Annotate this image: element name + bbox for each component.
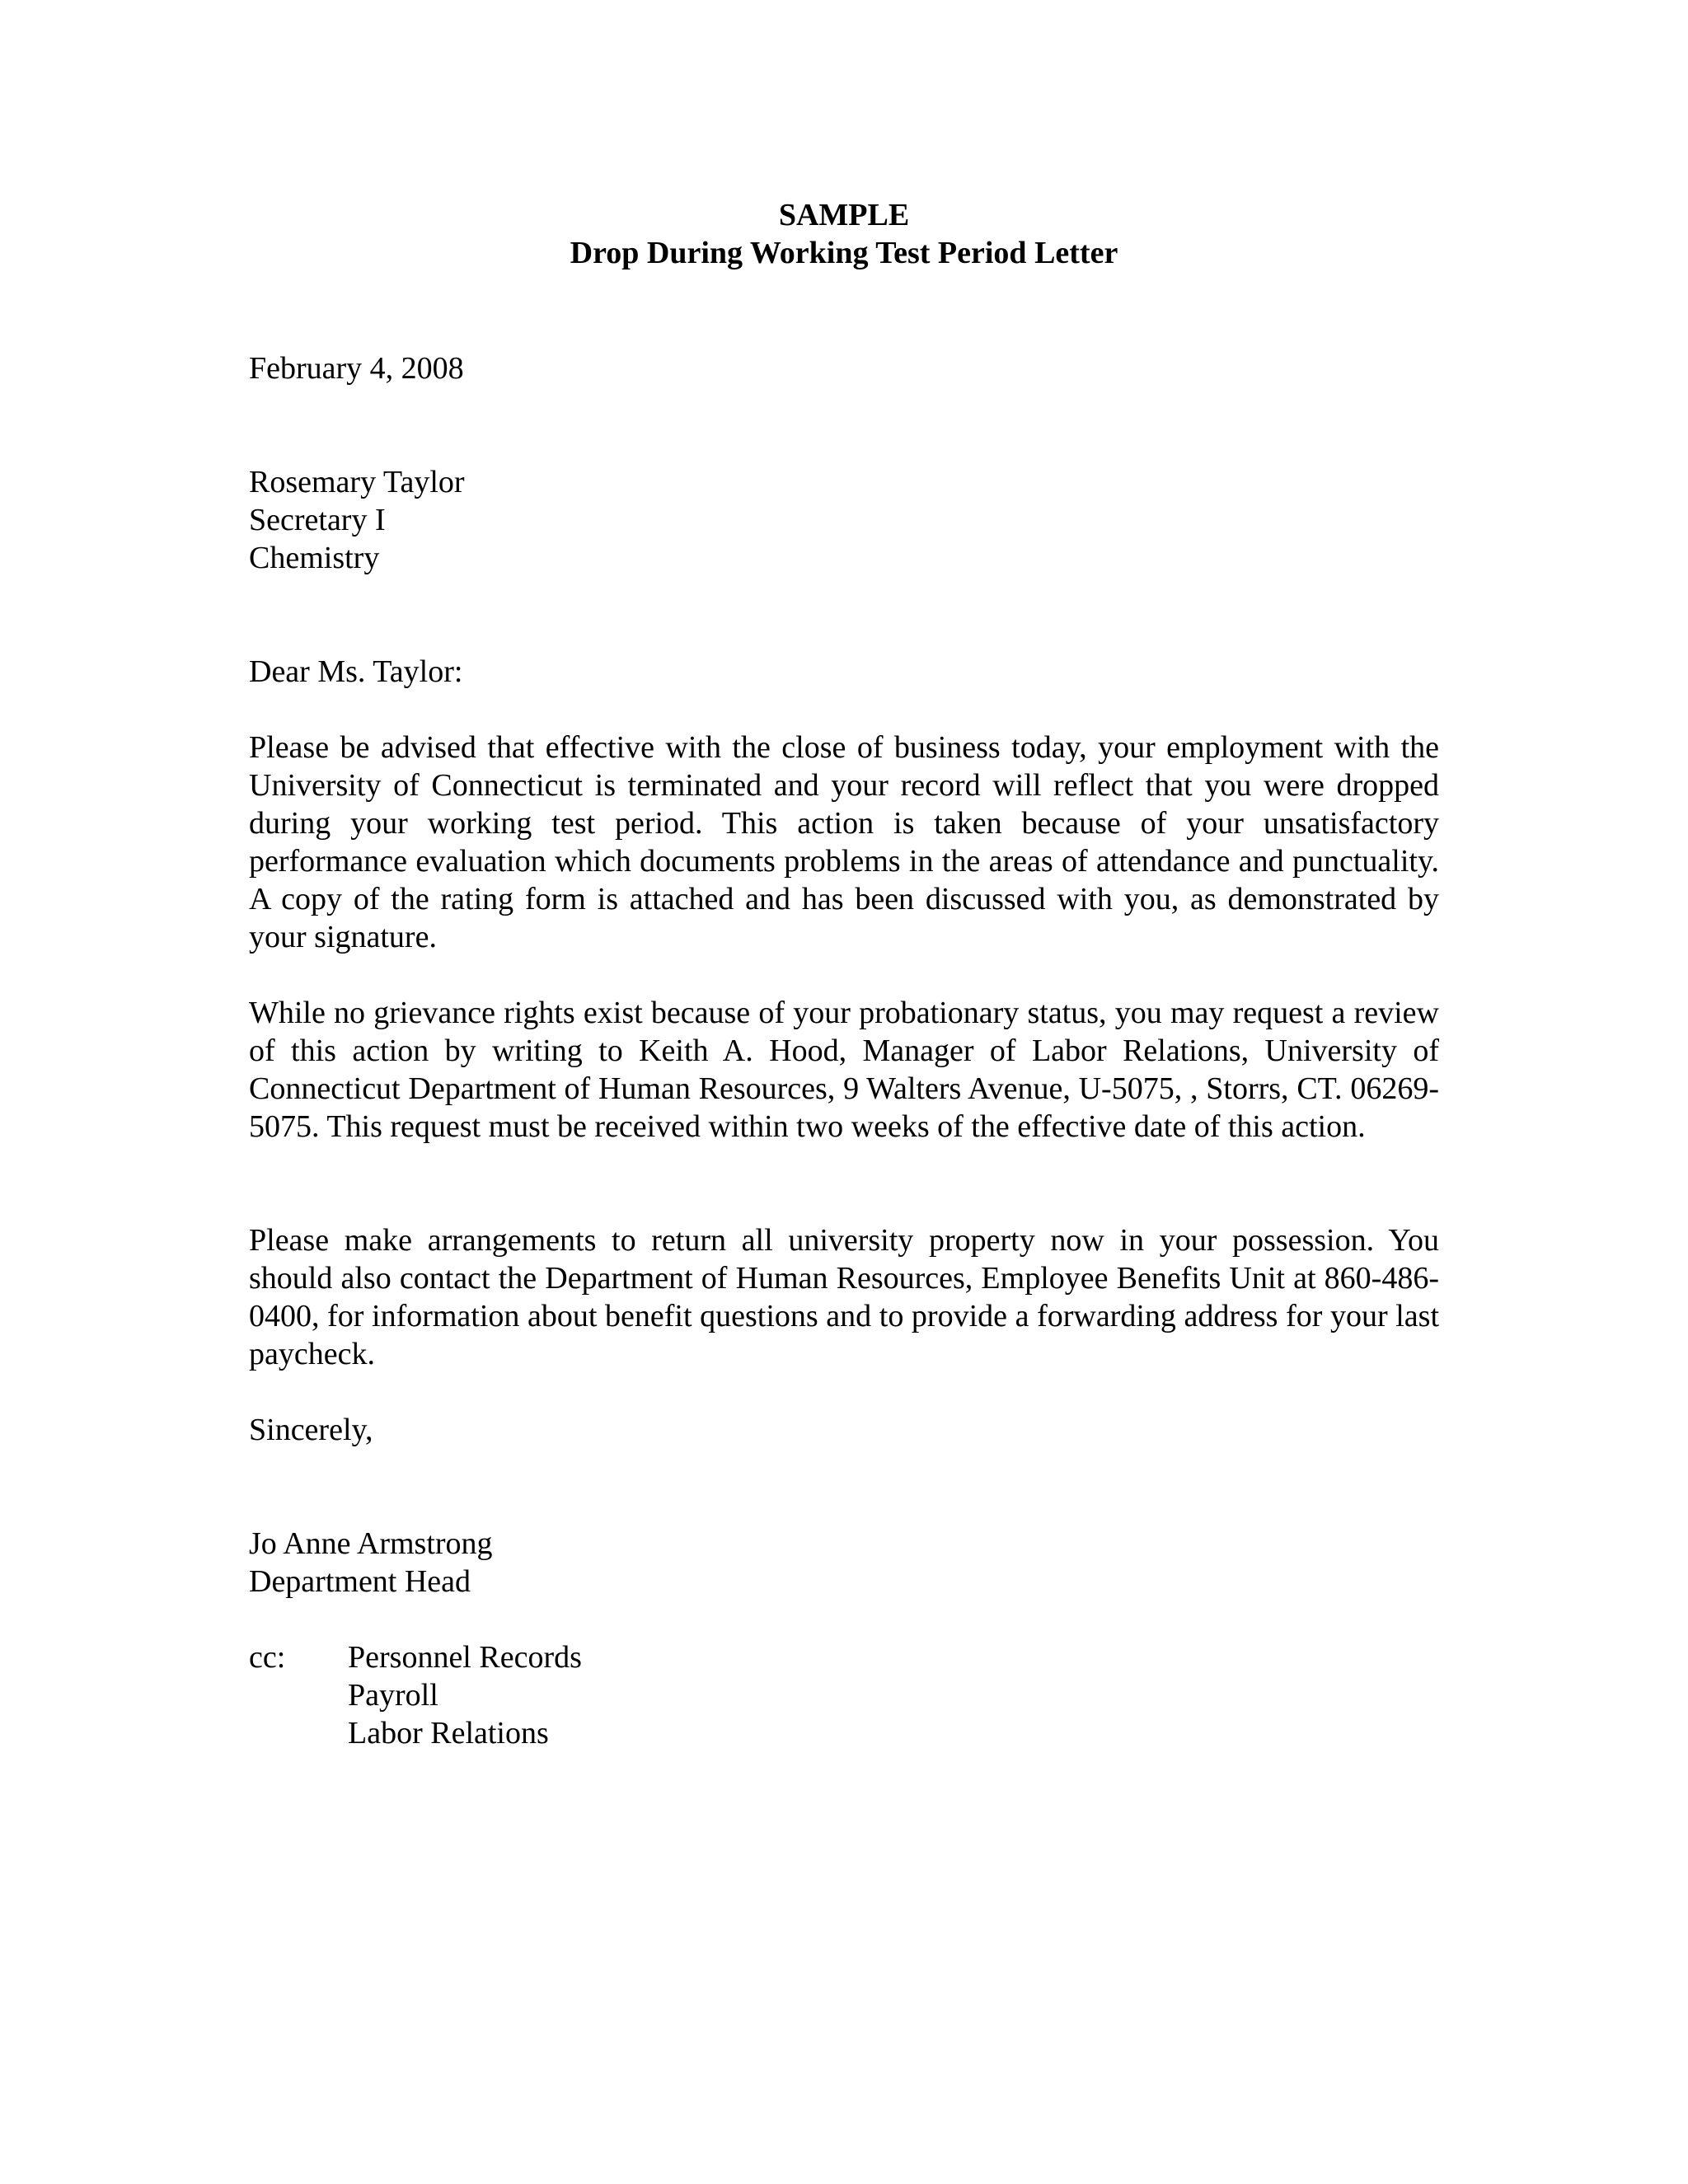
cc-recipient-list [348,1638,582,1752]
salutation: Dear Ms. Taylor: [249,654,463,689]
cc-recipient: Payroll [348,1678,438,1713]
body-paragraph-termination: Please be advised that effective with the close of business today, your employment with the University of Connecticut is terminated and your record will reflect that you were dropped during your working test period. This action is taken because of your unsatisfactory performance evaluation which documents problems in the areas of attendance and punctuality. A copy of the rating form is attached and has been discussed with you, as demonstrated by your signature. [249,730,1439,954]
letter-date: February 4, 2008 [249,351,464,386]
cc-recipient: Labor Relations [348,1716,549,1750]
recipient-department: Chemistry [249,541,380,575]
recipient-name: Rosemary Taylor [249,465,465,499]
cc-recipient: Personnel Records [348,1640,582,1675]
body-paragraph-review-rights: While no grievance rights exist because of your probationary status, you may request a review of this action by writing to Keith A. Hood, Manager of Labor Relations, University of Connecticut Department of Human Resources, 9 Walters Avenue, U-5075, , Storrs, CT. 06269-5075. This request must be received within two weeks of the effective date of this action. [249,996,1439,1144]
letter-title: Drop During Working Test Period Letter [570,236,1118,270]
signer-block [249,1525,493,1601]
recipient-block [249,463,465,577]
recipient-title: Secretary I [249,503,386,537]
closing: Sincerely, [249,1413,373,1447]
cc-label: cc: [249,1640,286,1675]
sample-label: SAMPLE [778,198,910,232]
body-paragraph-property-benefits: Please make arrangements to return all university property now in your possession. You should also contact the Department of Human Resources, Employee Benefits Unit at 860-486-0400, for information about benefit questions and to provide a forwarding address for your last paycheck. [249,1223,1439,1371]
letter-heading [0,196,1688,272]
signer-name: Jo Anne Armstrong [249,1526,493,1561]
signer-title: Department Head [249,1564,471,1599]
